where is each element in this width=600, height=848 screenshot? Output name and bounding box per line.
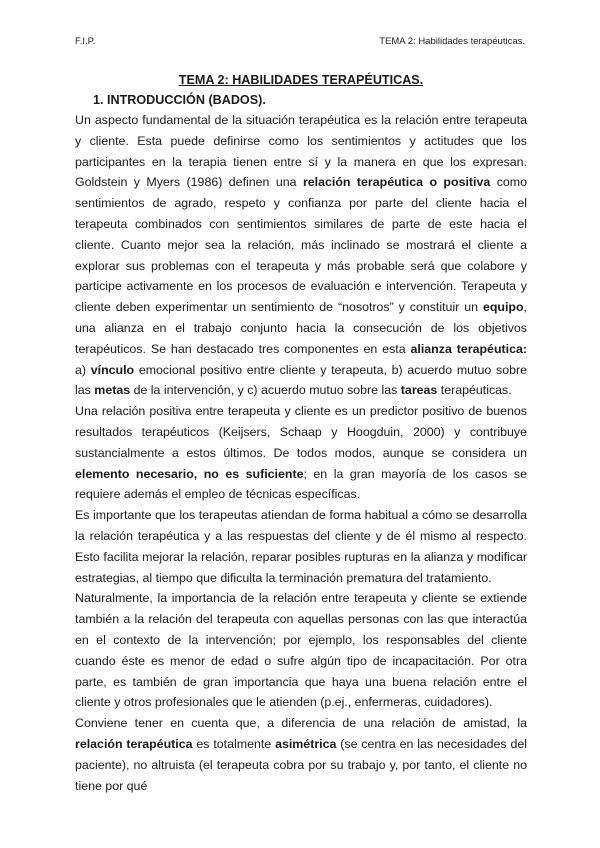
document-title: TEMA 2: HABILIDADES TERAPÉUTICAS. — [178, 73, 424, 87]
text-run: es totalmente — [192, 736, 276, 751]
text-run: de la intervención, y c) acuerdo mutuo sobre las — [130, 383, 401, 398]
section-heading: 1. INTRODUCCIÓN (BADOS). — [93, 93, 266, 107]
bold-term: vínculo — [90, 362, 135, 377]
text-run: , una alianza en el trabajo conjunto hacia la consecución de los objetivos terapéuticos. Se han destacado tres componentes en esta — [75, 300, 527, 356]
document-body — [75, 70, 527, 796]
header-right: TEMA 2: Habilidades terapéuticas. — [379, 36, 525, 47]
bold-term: elemento necesario, no es suficiente — [75, 466, 304, 481]
text-run: ; en la gran mayoría de los casos se requiere además el empleo de técnicas específicas. — [75, 466, 527, 502]
paragraph-1 — [75, 110, 527, 401]
bold-term: relación terapéutica o positiva — [302, 175, 491, 190]
text-run: a) — [75, 362, 91, 377]
page-header — [75, 36, 525, 50]
bold-term: tareas — [400, 383, 438, 398]
text-run: (se centra en las necesidades del paciente), no altruista (el terapeuta cobra por su trabajo y, por tanto, el cliente no tiene por qué — [75, 736, 527, 793]
text-run: terapéuticas. — [437, 383, 512, 398]
text-run: emocional positivo entre cliente y terapeuta, b) acuerdo mutuo sobre las — [75, 362, 527, 398]
bold-term: relación terapéutica — [75, 736, 193, 751]
bold-term: metas — [94, 383, 131, 398]
paragraph-4: Naturalmente, la importancia de la relación entre terapeuta y cliente se extiende también a la relación del terapeuta con aquellas personas con las que interactúa en el contexto de la intervención; por ejemplo, los responsables del cliente cuando éste es menor de edad o sufre algún tipo de incapacitación. Por otra parte, es también de gran importancia que haya una buena relación entre el cliente y otros profesionales que le atienden (p.ej., enfermeras, cuidadores). — [75, 591, 527, 710]
bold-term: alianza terapéutica: — [410, 341, 527, 356]
bold-term: equipo — [482, 300, 524, 315]
paragraph-2 — [75, 401, 527, 505]
text-run: Una relación positiva entre terapeuta y cliente es un predictor positivo de buenos resultados terapéuticos (Keijsers, Schaap y Hoogduin, 2000) y contribuye sustancialmente a estos últimos. De todos modos, aunque se considera un — [75, 404, 527, 460]
paragraph-5 — [75, 713, 527, 796]
header-left: F.I.P. — [75, 36, 96, 47]
text-run: como sentimientos de agrado, respeto y confianza por parte del cliente hacia el terapeuta combinados con sentimientos similares de parte de este hacia el cliente. Cuanto mejor sea la relación, más inclinado se mostrará el cliente a explorar sus problemas con el terapeuta y más probable será que colabore y participe activamente en los procesos de evaluación e intervención. Terapeuta y cliente deben experimentar un sentimiento de “nosotros” y constituir un — [75, 175, 527, 315]
text-run: Conviene tener en cuenta que, a diferencia de una relación de amistad, la — [75, 716, 527, 731]
bold-term: asimétrica — [275, 736, 337, 751]
text-run: Un aspecto fundamental de la situación terapéutica es la relación entre terapeuta y cliente. Esta puede definirse como los sentimientos y actitudes que los participantes en la terapia tienen entre sí y la manera en que los expresan. Goldstein y Myers (1986) definen una — [75, 113, 527, 190]
paragraph-3: Es importante que los terapeutas atiendan de forma habitual a cómo se desarrolla la relación terapéutica y a las respuestas del cliente y de él mismo al respecto. Esto facilita mejorar la relación, reparar posibles rupturas en la alianza y modificar estrategias, al tiempo que dificulta la terminación prematura del tratamiento. — [75, 508, 527, 585]
